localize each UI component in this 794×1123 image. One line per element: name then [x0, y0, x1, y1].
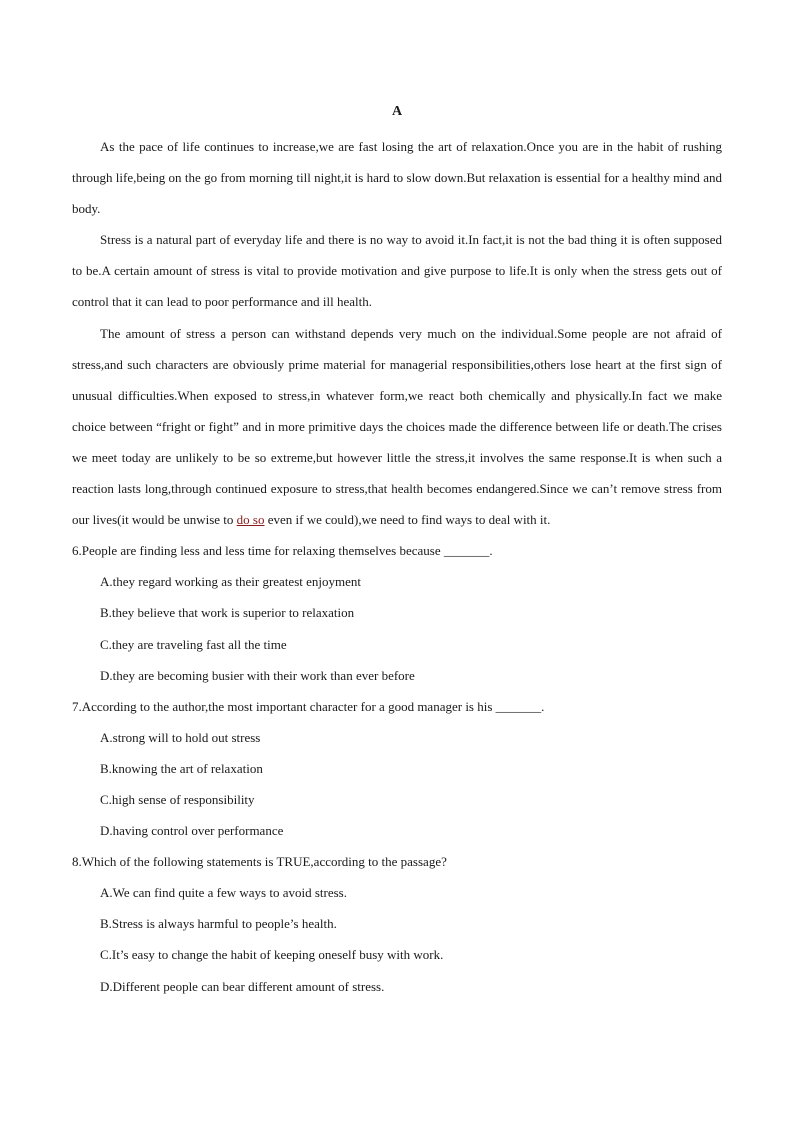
option-d: D.Different people can bear different amount of stress. [100, 978, 385, 994]
question-stem: 6.People are finding less and less time for relaxing themselves because _______. [72, 543, 493, 559]
option-d: D.they are becoming busier with their work than ever before [100, 667, 415, 683]
document-page [72, 100, 722, 1002]
underlined-phrase: do so [236, 512, 265, 528]
paragraph-3-text-after: even if we could),we need to find ways to deal with it. [264, 512, 551, 528]
option-a: A.they regard working as their greatest enjoyment [100, 574, 361, 590]
paragraph-2: Stress is a natural part of everyday life and there is no way to avoid it.In fact,it is not the bad thing it is often supposed to be.A certain amount of stress is vital to provide motivation and give purpose to life.It is only when the stress gets out of control that it can lead to poor performance and ill health. [72, 232, 722, 310]
paragraph-1: As the pace of life continues to increase,we are fast losing the art of relaxation.Once you are in the habit of rushing through life,being on the go from morning till night,it is hard to slow down.But relaxation is essential for a healthy mind and body. [72, 139, 722, 217]
option-b: B.they believe that work is superior to relaxation [100, 605, 355, 621]
option-b: B.Stress is always harmful to people’s health. [100, 916, 337, 932]
question-8 [72, 846, 722, 1001]
question-6 [72, 535, 722, 690]
option-a: A.We can find quite a few ways to avoid stress. [100, 885, 347, 901]
option-b: B.knowing the art of relaxation [100, 760, 263, 776]
question-7 [72, 691, 722, 846]
option-c: C.they are traveling fast all the time [100, 636, 287, 652]
paragraph-3-text-before: The amount of stress a person can withstand depends very much on the individual.Some people are not afraid of stress,and such characters are obviously prime material for managerial responsibilities,others lose heart at the first sign of unusual difficulties.When exposed to stress,in whatever form,we react both chemically and physically.In fact we make choice between “fright or fight” and in more primitive days the choices made the difference between life or death.The crises we meet today are unlikely to be so extreme,but however little the stress,it involves the same response.It is when such a reaction lasts long,through continued exposure to stress,that health becomes endangered.Since we can’t remove stress from our lives(it would be unwise to [72, 325, 722, 528]
passage-heading: A [391, 104, 403, 119]
option-a: A.strong will to hold out stress [100, 729, 261, 745]
paragraph-3 [72, 318, 722, 536]
option-c: C.It’s easy to change the habit of keeping oneself busy with work. [100, 947, 444, 963]
question-stem: 7.According to the author,the most important character for a good manager is his _______. [72, 698, 545, 714]
option-d: D.having control over performance [100, 823, 284, 839]
option-c: C.high sense of responsibility [100, 791, 255, 807]
question-stem: 8.Which of the following statements is TRUE,according to the passage? [72, 854, 447, 870]
